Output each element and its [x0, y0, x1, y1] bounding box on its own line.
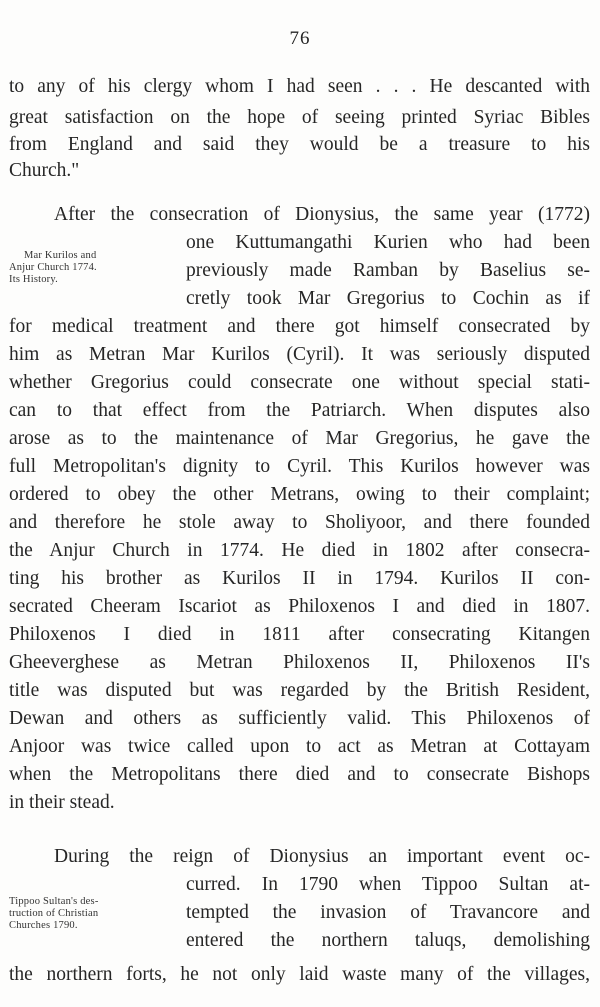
text-line: great satisfaction on the hope of seeing printed Syriac Bibles [9, 107, 590, 128]
text-line: curred. In 1790 when Tippoo Sultan at- [186, 874, 590, 895]
side-note-line: Churches 1790. [9, 920, 78, 931]
text-line: in their stead. [9, 792, 115, 813]
text-line: to any of his clergy whom I had seen . . . He descanted with [9, 76, 590, 97]
text-line: Anjoor was twice called upon to act as Metran at Cottayam [9, 736, 590, 757]
text-line: previously made Ramban by Baselius se- [186, 260, 590, 281]
text-line: from England and said they would be a treasure to his [9, 134, 590, 155]
text-line: the northern forts, he not only laid waste many of the villages, [9, 964, 590, 985]
side-note-line: truction of Christian [9, 908, 99, 919]
text-line: ordered to obey the other Metrans, owing to their complaint; [9, 484, 590, 505]
text-line: title was disputed but was regarded by the British Resident, [9, 680, 590, 701]
text-line: and therefore he stole away to Sholiyoor, and there founded [9, 512, 590, 533]
side-note-line: Mar Kurilos and [24, 250, 97, 261]
text-line: the Anjur Church in 1774. He died in 1802 after consecra- [9, 540, 590, 561]
side-note-line: Tippoo Sultan's des- [9, 896, 99, 907]
text-line: when the Metropolitans there died and to consecrate Bishops [9, 764, 590, 785]
text-line: Philoxenos I died in 1811 after consecrating Kitangen [9, 624, 590, 645]
text-line: him as Metran Mar Kurilos (Cyril). It was seriously disputed [9, 344, 590, 365]
text-line: can to that effect from the Patriarch. When disputes also [9, 400, 590, 421]
text-line: for medical treatment and there got himself consecrated by [9, 316, 590, 337]
text-line: arose as to the maintenance of Mar Gregorius, he gave the [9, 428, 590, 449]
side-note-line: Anjur Church 1774. [9, 262, 97, 273]
page-number: 76 [289, 28, 311, 49]
text-line: ting his brother as Kurilos II in 1794. Kurilos II con- [9, 568, 590, 589]
text-line: tempted the invasion of Travancore and [186, 902, 590, 923]
text-line: entered the northern taluqs, demolishing [186, 930, 590, 951]
text-line: whether Gregorius could consecrate one without special stati- [9, 372, 590, 393]
text-line: Church." [9, 160, 80, 181]
text-line: one Kuttumangathi Kurien who had been [186, 232, 590, 253]
text-line: During the reign of Dionysius an important event oc- [54, 846, 590, 867]
side-note-line: Its History. [9, 274, 58, 285]
text-line: cretly took Mar Gregorius to Cochin as if [186, 288, 590, 309]
text-line: full Metropolitan's dignity to Cyril. This Kurilos however was [9, 456, 590, 477]
text-line: Gheeverghese as Metran Philoxenos II, Philoxenos II's [9, 652, 590, 673]
text-line: secrated Cheeram Iscariot as Philoxenos I and died in 1807. [9, 596, 590, 617]
text-line: After the consecration of Dionysius, the same year (1772) [54, 204, 590, 225]
text-line: Dewan and others as sufficiently valid. This Philoxenos of [9, 708, 590, 729]
